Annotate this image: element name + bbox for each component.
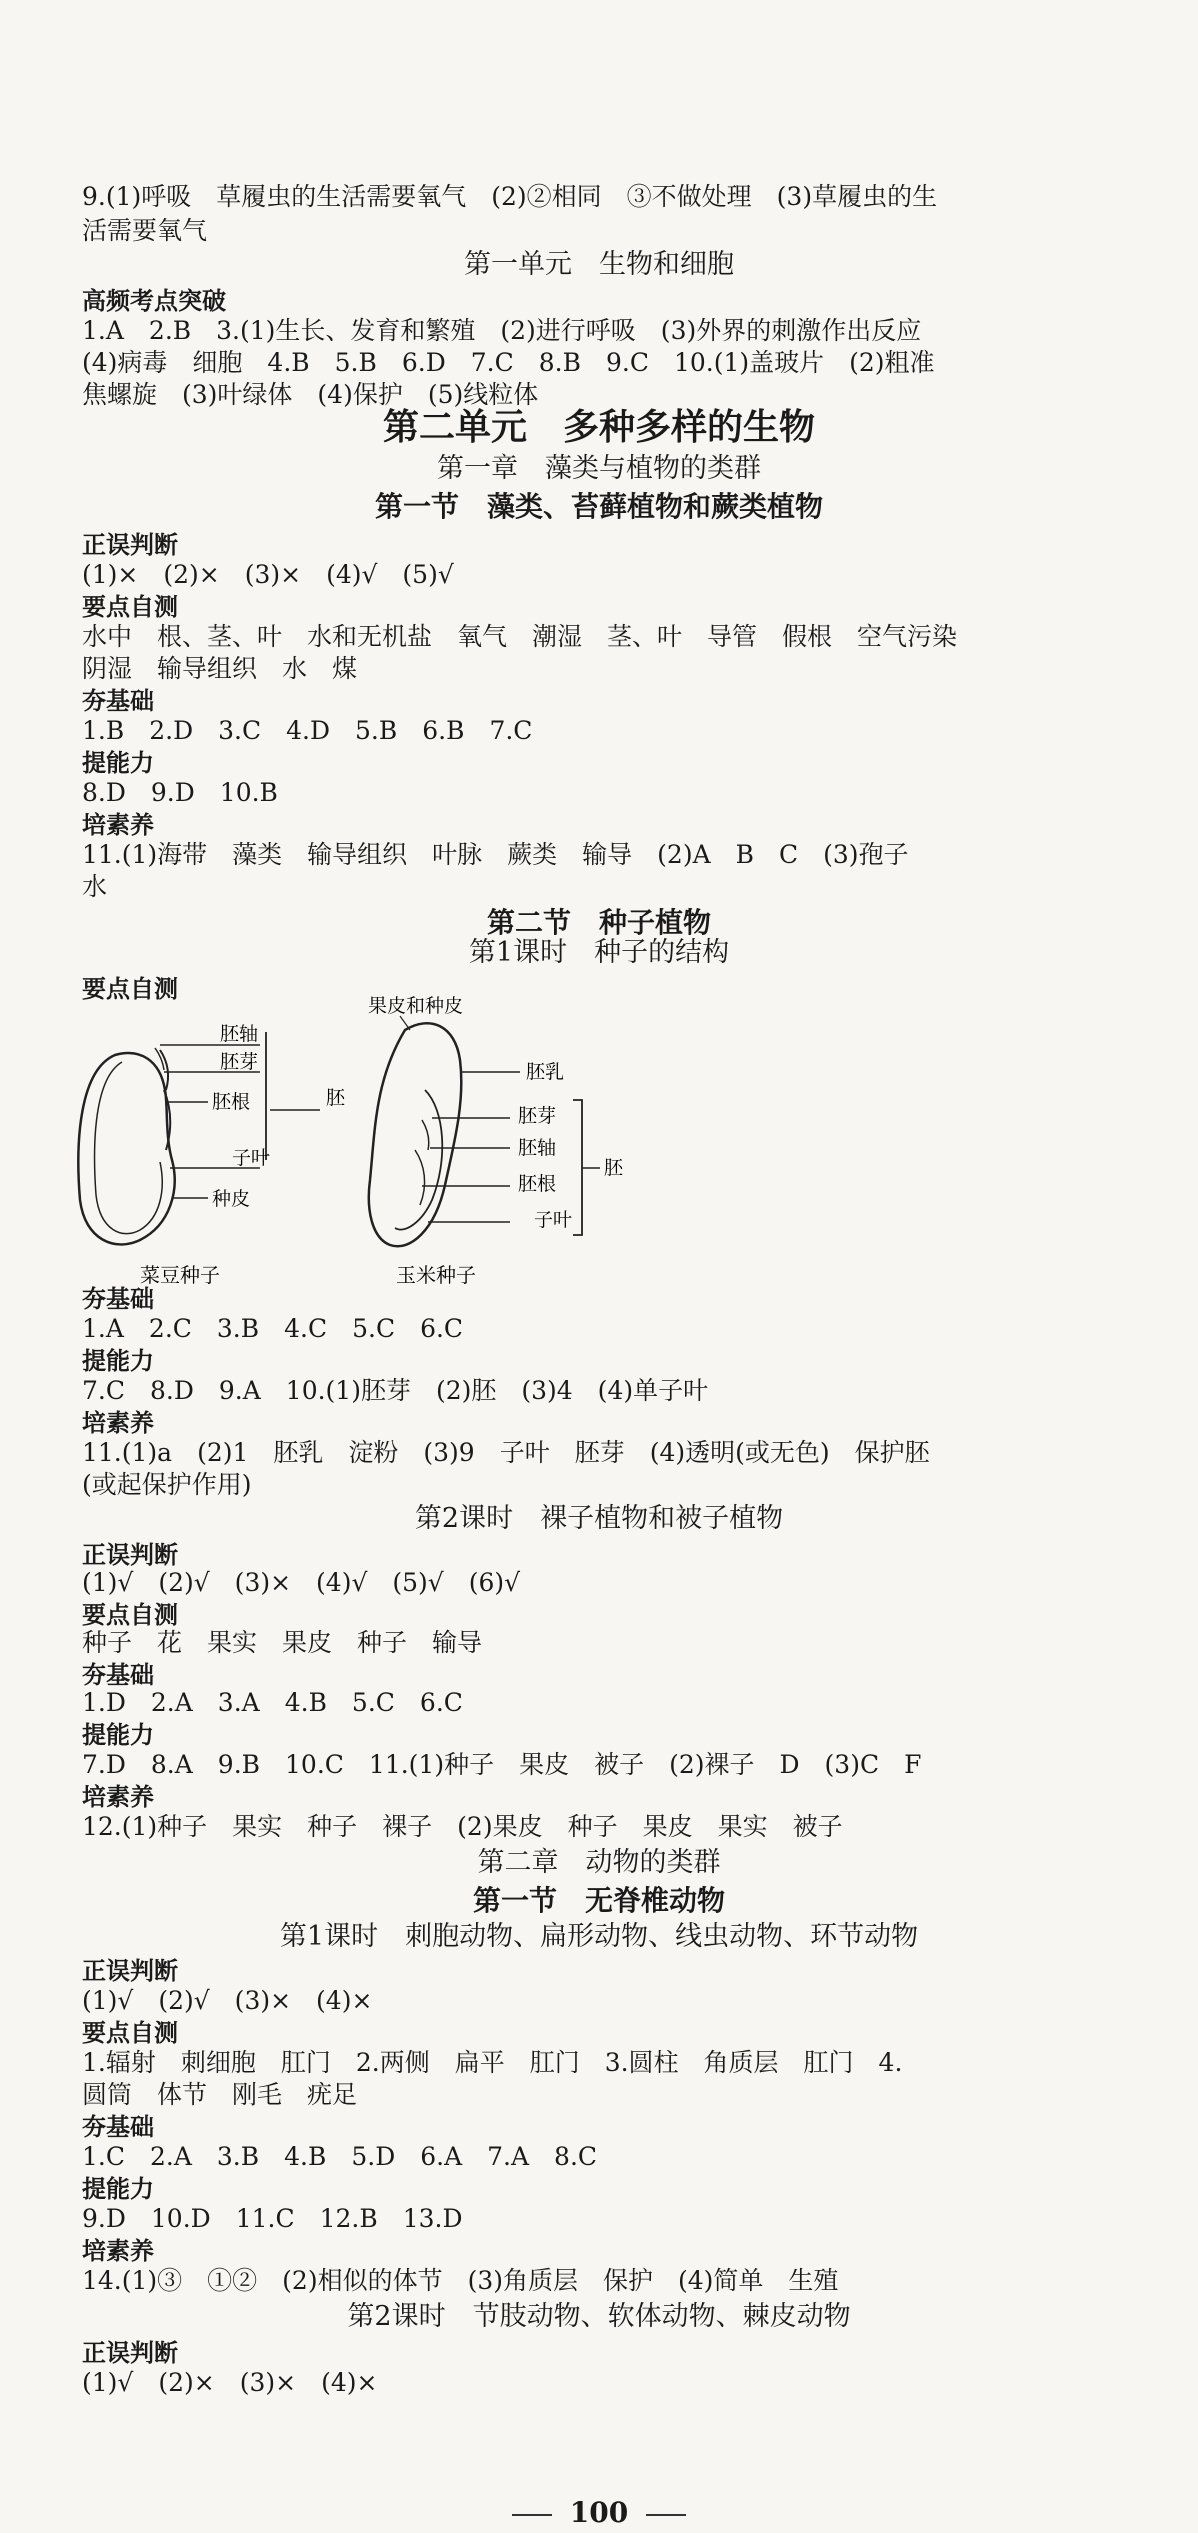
- text-line: 1.A 2.B 3.(1)生长、发育和繁殖 (2)进行呼吸 (3)外界的刺激作出反应: [82, 316, 922, 345]
- section-heading: 要点自测: [82, 2019, 178, 2047]
- text-line: 9.D 10.D 11.C 12.B 13.D: [82, 2204, 463, 2233]
- text-line: 8.D 9.D 10.B: [82, 778, 278, 807]
- section-heading: 夯基础: [82, 1285, 154, 1313]
- text-line: 水中 根、茎、叶 水和无机盐 氧气 潮湿 茎、叶 导管 假根 空气污染: [82, 622, 958, 651]
- corn-seed-illustration: [368, 995, 624, 1287]
- bean-label: 胚根: [212, 1091, 251, 1113]
- section-heading: 提能力: [82, 2175, 154, 2203]
- bean-label: 胚轴: [220, 1023, 259, 1045]
- bean-label: 子叶: [232, 1147, 271, 1169]
- corn-label: 子叶: [534, 1209, 573, 1231]
- section-heading: 培素养: [82, 2237, 154, 2265]
- text-line: (1)× (2)× (3)× (4)√ (5)√: [82, 560, 454, 589]
- section-heading: 夯基础: [82, 1661, 154, 1689]
- section-heading: 正误判断: [82, 1541, 178, 1569]
- text-line: 12.(1)种子 果实 种子 裸子 (2)果皮 种子 果皮 果实 被子: [82, 1812, 843, 1841]
- section-heading: 要点自测: [82, 975, 178, 1003]
- section-heading: 要点自测: [82, 1601, 178, 1629]
- lesson-title: 第2课时 裸子植物和被子植物: [414, 1503, 784, 1534]
- section-title: 第二节 种子植物: [486, 906, 711, 939]
- chapter-title: 第一章 藻类与植物的类群: [437, 453, 761, 484]
- text-line: 圆筒 体节 刚毛 疣足: [82, 2080, 358, 2109]
- section-heading: 正误判断: [82, 2339, 178, 2367]
- text-line: 7.D 8.A 9.B 10.C 11.(1)种子 果皮 被子 (2)裸子 D (3)C F: [82, 1750, 922, 1779]
- bean-label: 种皮: [212, 1188, 251, 1210]
- seed-structure-diagram: [60, 990, 760, 1290]
- corn-group-label: 胚: [604, 1157, 624, 1179]
- chapter-title: 第二章 动物的类群: [477, 1847, 721, 1878]
- text-line: 种子 花 果实 果皮 种子 输导: [82, 1628, 483, 1657]
- text-line: 焦螺旋 (3)叶绿体 (4)保护 (5)线粒体: [82, 380, 539, 409]
- page-number: [0, 2496, 1198, 2529]
- text-line: (或起保护作用): [82, 1470, 252, 1499]
- section-heading: 培素养: [82, 811, 154, 839]
- section-heading: 高频考点突破: [82, 287, 226, 315]
- bean-seed-illustration: [78, 1023, 346, 1287]
- page-number-dash: [646, 2514, 686, 2516]
- lesson-title: 第1课时 种子的结构: [468, 937, 730, 968]
- text-line: 阴湿 输导组织 水 煤: [82, 654, 358, 683]
- text-line: (1)√ (2)√ (3)× (4)×: [82, 1986, 373, 2015]
- bean-group-label: 胚: [326, 1087, 346, 1109]
- text-line: 9.(1)呼吸 草履虫的生活需要氧气 (2)②相同 ③不做处理 (3)草履虫的生: [82, 182, 938, 211]
- unit-title: 第二单元 多种多样的生物: [382, 407, 815, 448]
- section-heading: 夯基础: [82, 687, 154, 715]
- bean-label: 胚芽: [220, 1051, 259, 1073]
- corn-label: 胚轴: [518, 1137, 557, 1159]
- section-heading: 正误判断: [82, 1957, 178, 1985]
- corn-label: 胚芽: [518, 1105, 557, 1127]
- text-line: 活需要氧气: [82, 216, 208, 245]
- lesson-title: 第1课时 刺胞动物、扁形动物、线虫动物、环节动物: [279, 1921, 919, 1952]
- section-heading: 夯基础: [82, 2113, 154, 2141]
- text-line: (1)√ (2)× (3)× (4)×: [82, 2368, 378, 2397]
- text-line: 1.辐射 刺细胞 肛门 2.两侧 扁平 肛门 3.圆柱 角质层 肛门 4.: [82, 2048, 903, 2077]
- text-line: (1)√ (2)√ (3)× (4)√ (5)√ (6)√: [82, 1568, 521, 1597]
- text-line: 11.(1)海带 藻类 输导组织 叶脉 蕨类 输导 (2)A B C (3)孢子: [82, 840, 909, 869]
- section-title: 第一节 无脊椎动物: [472, 1884, 725, 1917]
- text-line: 7.C 8.D 9.A 10.(1)胚芽 (2)胚 (3)4 (4)单子叶: [82, 1376, 709, 1405]
- section-heading: 提能力: [82, 749, 154, 777]
- lesson-title: 第2课时 节肢动物、软体动物、棘皮动物: [347, 2301, 851, 2332]
- text-line: 1.A 2.C 3.B 4.C 5.C 6.C: [82, 1314, 464, 1343]
- bean-caption: 菜豆种子: [140, 1263, 220, 1287]
- section-heading: 提能力: [82, 1347, 154, 1375]
- text-line: (4)病毒 细胞 4.B 5.B 6.D 7.C 8.B 9.C 10.(1)盖玻片 (2)粗准: [82, 348, 935, 377]
- text-line: 1.B 2.D 3.C 4.D 5.B 6.B 7.C: [82, 716, 533, 745]
- corn-label: 胚根: [518, 1173, 557, 1195]
- unit-title: 第一单元 生物和细胞: [464, 249, 734, 280]
- section-heading: 要点自测: [82, 593, 178, 621]
- section-heading: 提能力: [82, 1721, 154, 1749]
- page-number-dash: [512, 2514, 552, 2516]
- section-heading: 正误判断: [82, 531, 178, 559]
- text-line: 14.(1)③ ①② (2)相似的体节 (3)角质层 保护 (4)简单 生殖: [82, 2266, 839, 2295]
- text-line: 1.C 2.A 3.B 4.B 5.D 6.A 7.A 8.C: [82, 2142, 598, 2171]
- corn-label: 胚乳: [526, 1061, 565, 1083]
- text-line: 水: [82, 872, 108, 901]
- corn-top-label: 果皮和种皮: [368, 995, 464, 1017]
- section-heading: 培素养: [82, 1409, 154, 1437]
- text-line: 11.(1)a (2)1 胚乳 淀粉 (3)9 子叶 胚芽 (4)透明(或无色) 保护胚: [82, 1438, 930, 1467]
- page-number-value: 100: [569, 2496, 629, 2529]
- corn-caption: 玉米种子: [396, 1263, 476, 1287]
- section-heading: 培素养: [82, 1783, 154, 1811]
- text-line: 1.D 2.A 3.A 4.B 5.C 6.C: [82, 1688, 463, 1717]
- section-title: 第一节 藻类、苔藓植物和蕨类植物: [374, 490, 823, 523]
